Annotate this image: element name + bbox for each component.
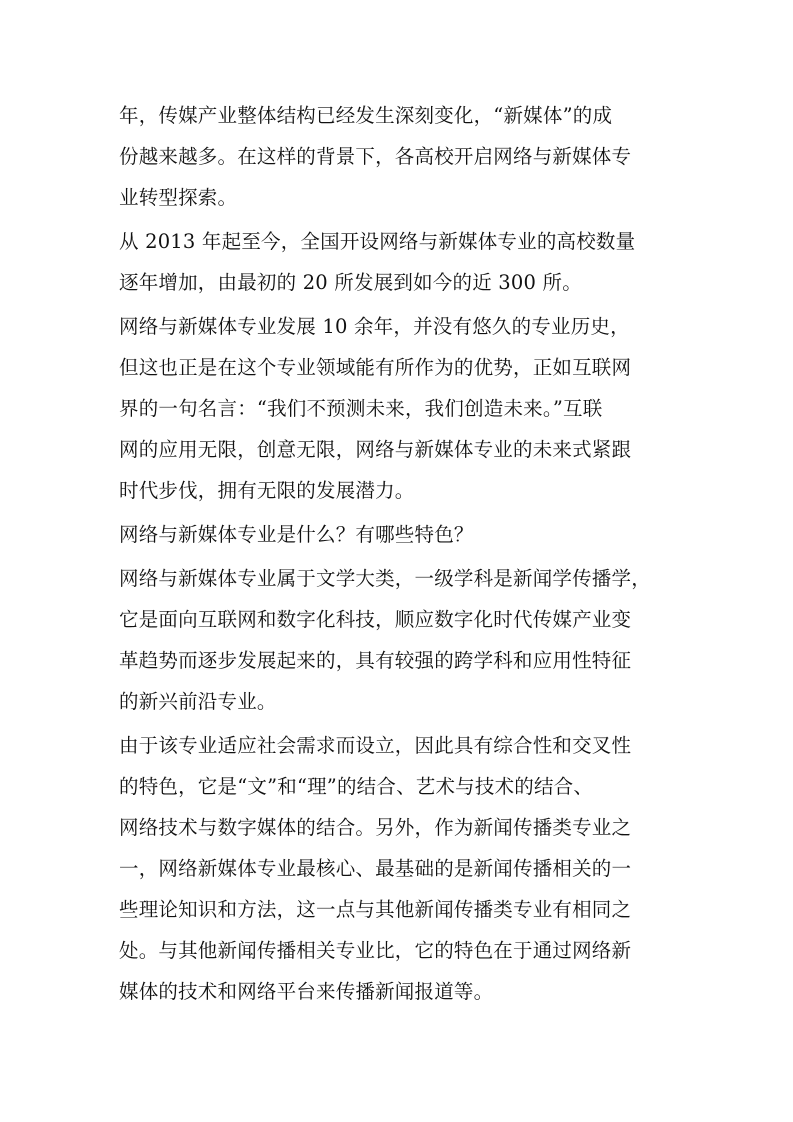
text-line: 但这也正是在这个专业领域能有所作为的优势，正如互联网: [119, 356, 632, 379]
text-line: 革趋势而逐步发展起来的，具有较强的跨学科和应用性特征: [119, 649, 632, 672]
text-line: 份越来越多。在这样的背景下，各高校开启网络与新媒体专: [119, 145, 632, 168]
text-line: 网络技术与数字媒体的结合。另外，作为新闻传播类专业之: [119, 816, 632, 839]
text-line: 处。与其他新闻传播相关专业比，它的特色在于通过网络新: [119, 939, 632, 962]
text-line: 网络与新媒体专业发展 10 余年，并没有悠久的专业历史，: [119, 315, 630, 338]
text-line: 由于该专业适应社会需求而设立，因此具有综合性和交叉性: [119, 734, 632, 757]
text-line: 它是面向互联网和数字化科技，顺应数字化时代传媒产业变: [119, 608, 632, 631]
text-line: 网的应用无限，创意无限，网络与新媒体专业的未来式紧跟: [119, 438, 632, 461]
text-line: 网络与新媒体专业是什么？有哪些特色？: [119, 523, 474, 546]
text-line: 业转型探索。: [119, 186, 238, 209]
text-line: 网络与新媒体专业属于文学大类，一级学科是新闻学传播学，: [119, 567, 651, 590]
text-line: 的新兴前沿专业。: [119, 690, 277, 713]
text-line: 媒体的技术和网络平台来传播新闻报道等。: [119, 980, 494, 1003]
text-line: 的特色，它是“文”和“理”的结合、艺术与技术的结合、: [119, 775, 594, 798]
text-line: 年，传媒产业整体结构已经发生深刻变化，“新媒体”的成: [119, 104, 613, 127]
text-line: 从 2013 年起至今，全国开设网络与新媒体专业的高校数量: [119, 230, 636, 253]
text-line: 些理论知识和方法，这一点与其他新闻传播类专业有相同之: [119, 898, 632, 921]
text-line: 一，网络新媒体专业最核心、最基础的是新闻传播相关的一: [119, 857, 632, 880]
text-line: 时代步伐，拥有无限的发展潜力。: [119, 479, 415, 502]
text-line: 界的一句名言：“我们不预测未来，我们创造未来。”互联: [119, 397, 603, 420]
text-line: 逐年增加，由最初的 20 所发展到如今的近 300 所。: [119, 271, 582, 294]
